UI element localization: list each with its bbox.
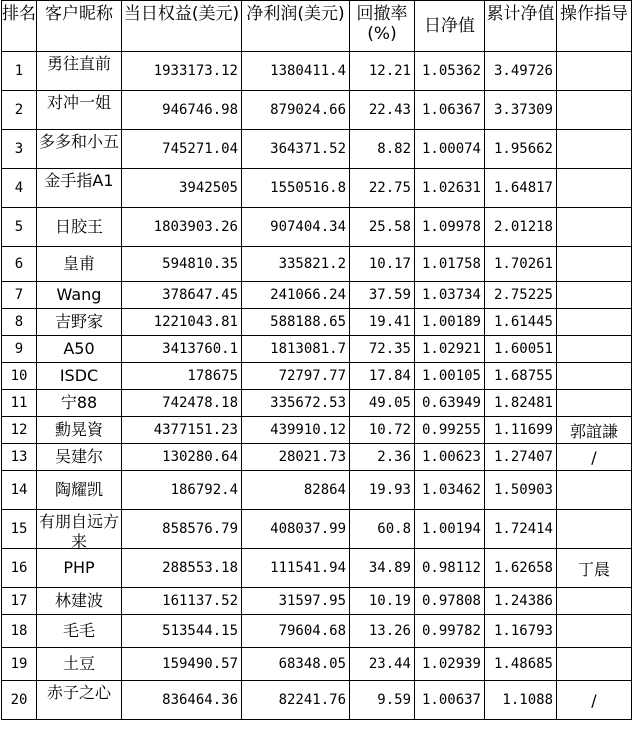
table-row: [2, 549, 632, 588]
rank-cell: 7: [2, 282, 37, 309]
table-row: [2, 471, 632, 510]
nickname-cell: [37, 130, 122, 169]
net-profit-cell: 241066.24: [242, 282, 350, 309]
rank-cell: 9: [2, 336, 37, 363]
header-row: [2, 1, 632, 52]
drawdown-cell: 49.05: [350, 390, 415, 417]
rank-cell: 1: [2, 52, 37, 91]
table-row: [2, 130, 632, 169]
nickname-text: 吴建尔: [54, 447, 103, 466]
nickname-cell: [37, 169, 122, 208]
header-cumulative-nav: 累计净值: [485, 1, 557, 52]
operation-guide-cell: 丁晨: [557, 549, 632, 588]
drawdown-cell: 17.84: [350, 363, 415, 390]
cumulative-nav-cell: 1.64817: [485, 169, 557, 208]
net-profit-cell: 1380411.4: [242, 52, 350, 91]
equity-cell: 513544.15: [122, 615, 242, 648]
nickname-cell: [37, 444, 122, 471]
equity-cell: 3942505: [122, 169, 242, 208]
equity-cell: 159490.57: [122, 648, 242, 681]
equity-cell: 178675: [122, 363, 242, 390]
cumulative-nav-cell: 1.82481: [485, 390, 557, 417]
nickname-cell: [37, 681, 122, 720]
equity-cell: 742478.18: [122, 390, 242, 417]
nickname-cell: [37, 309, 122, 336]
nickname-text: A50: [63, 339, 95, 358]
table-row: [2, 444, 632, 471]
rank-cell: 8: [2, 309, 37, 336]
operation-guide-cell: 郭誼謙: [557, 417, 632, 444]
operation-guide-cell: [557, 336, 632, 363]
rank-cell: 10: [2, 363, 37, 390]
equity-cell: 1803903.26: [122, 208, 242, 247]
cumulative-nav-cell: 1.70261: [485, 247, 557, 282]
rank-cell: 11: [2, 390, 37, 417]
daily-nav-cell: 0.99255: [415, 417, 485, 444]
operation-guide-cell: /: [557, 681, 632, 720]
equity-cell: 1221043.81: [122, 309, 242, 336]
header-net-profit: 净利润(美元): [242, 1, 350, 52]
drawdown-cell: 10.17: [350, 247, 415, 282]
net-profit-cell: 907404.34: [242, 208, 350, 247]
header-nickname: 客户昵称: [37, 1, 122, 52]
drawdown-cell: 13.26: [350, 615, 415, 648]
daily-nav-cell: 1.02939: [415, 648, 485, 681]
nickname-text: 皇甫: [62, 254, 95, 273]
operation-guide-cell: [557, 208, 632, 247]
drawdown-cell: 10.72: [350, 417, 415, 444]
drawdown-cell: 37.59: [350, 282, 415, 309]
cumulative-nav-cell: 2.75225: [485, 282, 557, 309]
operation-guide-cell: [557, 309, 632, 336]
equity-cell: 3413760.1: [122, 336, 242, 363]
operation-guide-cell: [557, 282, 632, 309]
cumulative-nav-cell: 1.48685: [485, 648, 557, 681]
operation-guide-cell: [557, 130, 632, 169]
drawdown-cell: 60.8: [350, 510, 415, 549]
nickname-cell: [37, 417, 122, 444]
nickname-text: 金手指A1: [44, 171, 114, 190]
daily-nav-cell: 1.02631: [415, 169, 485, 208]
nickname-text: 毛毛: [62, 621, 95, 640]
rank-cell: 2: [2, 91, 37, 130]
operation-guide-cell: [557, 648, 632, 681]
daily-nav-cell: 1.03462: [415, 471, 485, 510]
cumulative-nav-cell: 1.16793: [485, 615, 557, 648]
rank-cell: 14: [2, 471, 37, 510]
net-profit-cell: 588188.65: [242, 309, 350, 336]
header-equity: 当日权益(美元): [122, 1, 242, 52]
daily-nav-cell: 1.00189: [415, 309, 485, 336]
nickname-text: 林建波: [54, 591, 103, 610]
rank-cell: 20: [2, 681, 37, 720]
drawdown-cell: 22.75: [350, 169, 415, 208]
table-row: [2, 417, 632, 444]
daily-nav-cell: 1.00623: [415, 444, 485, 471]
daily-nav-cell: 1.01758: [415, 247, 485, 282]
cumulative-nav-cell: 1.72414: [485, 510, 557, 549]
rank-cell: 15: [2, 510, 37, 549]
drawdown-cell: 25.58: [350, 208, 415, 247]
table-row: [2, 363, 632, 390]
cumulative-nav-cell: 1.1088: [485, 681, 557, 720]
nickname-cell: [37, 390, 122, 417]
cumulative-nav-cell: 3.37309: [485, 91, 557, 130]
rank-cell: 16: [2, 549, 37, 588]
cumulative-nav-cell: 1.27407: [485, 444, 557, 471]
nickname-cell: [37, 247, 122, 282]
drawdown-cell: 8.82: [350, 130, 415, 169]
header-daily-nav: 日净值: [415, 1, 485, 52]
drawdown-cell: 2.36: [350, 444, 415, 471]
net-profit-cell: 82241.76: [242, 681, 350, 720]
operation-guide-cell: [557, 169, 632, 208]
table-row: [2, 309, 632, 336]
header-drawdown: 回撤率(%): [350, 1, 415, 52]
cumulative-nav-cell: 3.49726: [485, 52, 557, 91]
nickname-text: 多多和小五: [38, 132, 119, 151]
rank-cell: 12: [2, 417, 37, 444]
rank-cell: 6: [2, 247, 37, 282]
daily-nav-cell: 1.06367: [415, 91, 485, 130]
nickname-cell: [37, 471, 122, 510]
table-row: [2, 208, 632, 247]
net-profit-cell: 82864: [242, 471, 350, 510]
nickname-text: 日胶王: [54, 217, 103, 236]
operation-guide-cell: [557, 247, 632, 282]
nickname-cell: [37, 363, 122, 390]
net-profit-cell: 335672.53: [242, 390, 350, 417]
equity-cell: 4377151.23: [122, 417, 242, 444]
nickname-text: 宁88: [60, 393, 98, 412]
daily-nav-cell: 1.05362: [415, 52, 485, 91]
equity-cell: 594810.35: [122, 247, 242, 282]
nickname-cell: [37, 588, 122, 615]
table-row: [2, 588, 632, 615]
cumulative-nav-cell: 2.01218: [485, 208, 557, 247]
rank-cell: 3: [2, 130, 37, 169]
cumulative-nav-cell: 1.95662: [485, 130, 557, 169]
operation-guide-cell: /: [557, 444, 632, 471]
daily-nav-cell: 1.00074: [415, 130, 485, 169]
net-profit-cell: 1813081.7: [242, 336, 350, 363]
nickname-text: 勇往直前: [46, 54, 111, 73]
net-profit-cell: 79604.68: [242, 615, 350, 648]
nickname-text: 土豆: [62, 654, 95, 673]
operation-guide-cell: [557, 91, 632, 130]
nickname-cell: [37, 510, 122, 549]
cumulative-nav-cell: 1.60051: [485, 336, 557, 363]
header-operation-guide: 操作指导: [557, 1, 632, 52]
table-row: [2, 336, 632, 363]
table-row: [2, 282, 632, 309]
nickname-cell: [37, 52, 122, 91]
nickname-text: PHP: [63, 558, 95, 577]
equity-cell: 946746.98: [122, 91, 242, 130]
drawdown-cell: 19.41: [350, 309, 415, 336]
equity-cell: 745271.04: [122, 130, 242, 169]
drawdown-cell: 23.44: [350, 648, 415, 681]
nickname-cell: [37, 282, 122, 309]
daily-nav-cell: 1.02921: [415, 336, 485, 363]
ranking-table: [1, 0, 632, 720]
equity-cell: 161137.52: [122, 588, 242, 615]
daily-nav-cell: 0.99782: [415, 615, 485, 648]
daily-nav-cell: 0.97808: [415, 588, 485, 615]
nickname-text: Wang: [56, 285, 102, 304]
nickname-text: 勳晃資: [54, 420, 103, 439]
daily-nav-cell: 0.98112: [415, 549, 485, 588]
net-profit-cell: 1550516.8: [242, 169, 350, 208]
operation-guide-cell: [557, 363, 632, 390]
table-row: [2, 169, 632, 208]
table-row: [2, 648, 632, 681]
equity-cell: 1933173.12: [122, 52, 242, 91]
nickname-text: 吉野家: [54, 312, 103, 331]
daily-nav-cell: 1.03734: [415, 282, 485, 309]
equity-cell: 378647.45: [122, 282, 242, 309]
operation-guide-cell: [557, 510, 632, 549]
net-profit-cell: 335821.2: [242, 247, 350, 282]
cumulative-nav-cell: 1.68755: [485, 363, 557, 390]
daily-nav-cell: 1.00194: [415, 510, 485, 549]
rank-cell: 18: [2, 615, 37, 648]
nickname-text: 赤子之心: [46, 683, 111, 702]
daily-nav-cell: 1.00105: [415, 363, 485, 390]
operation-guide-cell: [557, 588, 632, 615]
rank-cell: 5: [2, 208, 37, 247]
net-profit-cell: 68348.05: [242, 648, 350, 681]
nickname-cell: [37, 91, 122, 130]
nickname-cell: [37, 336, 122, 363]
nickname-cell: [37, 208, 122, 247]
nickname-text: 有朋自远方来: [38, 512, 119, 551]
equity-cell: 130280.64: [122, 444, 242, 471]
nickname-cell: [37, 648, 122, 681]
daily-nav-cell: 0.63949: [415, 390, 485, 417]
header-rank: 排名: [2, 1, 37, 52]
drawdown-cell: 10.19: [350, 588, 415, 615]
equity-cell: 288553.18: [122, 549, 242, 588]
drawdown-cell: 12.21: [350, 52, 415, 91]
table-row: [2, 681, 632, 720]
net-profit-cell: 364371.52: [242, 130, 350, 169]
equity-cell: 186792.4: [122, 471, 242, 510]
equity-cell: 858576.79: [122, 510, 242, 549]
drawdown-cell: 34.89: [350, 549, 415, 588]
drawdown-cell: 22.43: [350, 91, 415, 130]
daily-nav-cell: 1.00637: [415, 681, 485, 720]
cumulative-nav-cell: 1.62658: [485, 549, 557, 588]
nickname-text: 陶耀凯: [54, 480, 103, 499]
net-profit-cell: 31597.95: [242, 588, 350, 615]
nickname-cell: [37, 549, 122, 588]
table-row: [2, 615, 632, 648]
cumulative-nav-cell: 1.50903: [485, 471, 557, 510]
rank-cell: 19: [2, 648, 37, 681]
cumulative-nav-cell: 1.61445: [485, 309, 557, 336]
cumulative-nav-cell: 1.11699: [485, 417, 557, 444]
nickname-cell: [37, 615, 122, 648]
operation-guide-cell: [557, 471, 632, 510]
table-row: [2, 247, 632, 282]
rank-cell: 4: [2, 169, 37, 208]
drawdown-cell: 72.35: [350, 336, 415, 363]
operation-guide-cell: [557, 390, 632, 417]
operation-guide-cell: [557, 615, 632, 648]
nickname-text: 对冲一姐: [46, 93, 111, 112]
drawdown-cell: 19.93: [350, 471, 415, 510]
daily-nav-cell: 1.09978: [415, 208, 485, 247]
rank-cell: 13: [2, 444, 37, 471]
table-row: [2, 510, 632, 549]
equity-cell: 836464.36: [122, 681, 242, 720]
rank-cell: 17: [2, 588, 37, 615]
net-profit-cell: 439910.12: [242, 417, 350, 444]
net-profit-cell: 408037.99: [242, 510, 350, 549]
net-profit-cell: 879024.66: [242, 91, 350, 130]
table-row: [2, 390, 632, 417]
net-profit-cell: 111541.94: [242, 549, 350, 588]
cumulative-nav-cell: 1.24386: [485, 588, 557, 615]
net-profit-cell: 28021.73: [242, 444, 350, 471]
net-profit-cell: 72797.77: [242, 363, 350, 390]
operation-guide-cell: [557, 52, 632, 91]
drawdown-cell: 9.59: [350, 681, 415, 720]
table-row: [2, 52, 632, 91]
table-row: [2, 91, 632, 130]
nickname-text: ISDC: [59, 366, 99, 385]
